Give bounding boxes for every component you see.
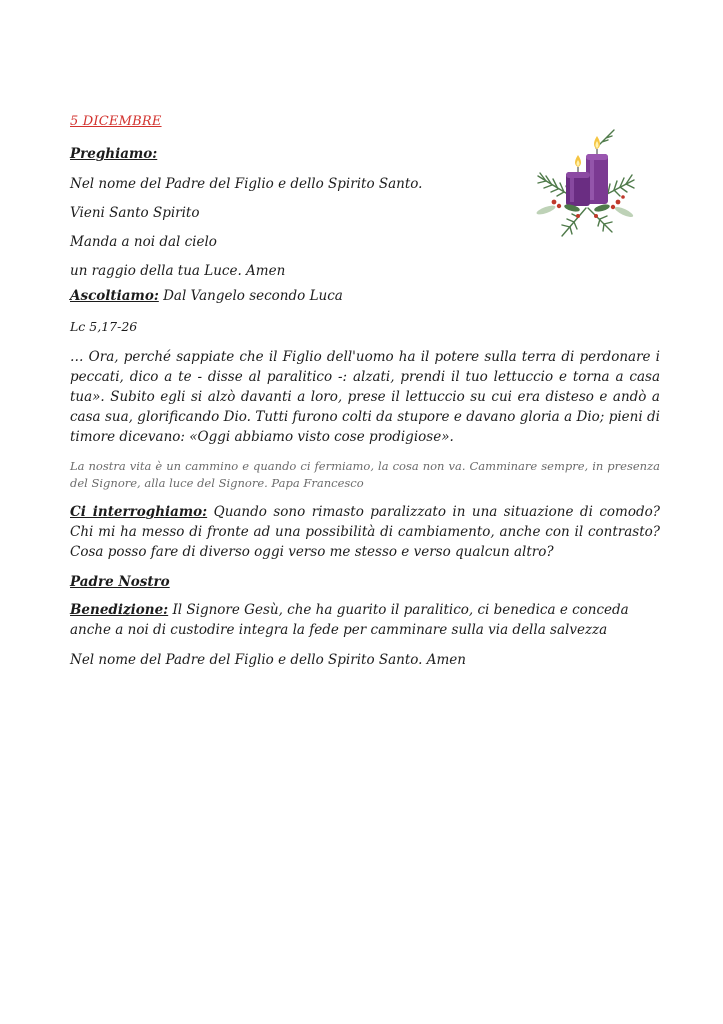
date-heading: 5 DICEMBRE	[70, 114, 162, 129]
blessing-heading: Benedizione:	[70, 602, 169, 618]
listen-heading: Ascoltiamo:	[70, 288, 159, 304]
pray-line-3: Manda a noi dal cielo	[70, 234, 217, 250]
reflection-paragraph	[70, 502, 660, 562]
gospel-reference: Lc 5,17-26	[70, 319, 138, 334]
reflection-heading: Ci interroghiamo:	[70, 504, 208, 520]
pray-heading-label: Preghiamo:	[70, 146, 158, 162]
blessing-text: Il Signore Gesù, che ha guarito il paralitico, ci benedica e conceda anche a noi di custodire integra la fede per camminare sulla via della salvezza	[70, 602, 629, 638]
advent-candles-icon	[526, 128, 642, 240]
pray-heading	[70, 145, 157, 163]
listen-text: Dal Vangelo secondo Luca	[158, 288, 343, 304]
gospel-passage: … Ora, perché sappiate che il Figlio dell'uomo ha il potere sulla terra di perdonare i peccati, dico a te - disse al paralitico -: alzati, prendi il tuo lettuccio e torna a casa tua». Subito egli si alzò davanti a loro, prese il lettuccio su cui era disteso e andò a casa sua, glorificando Dio. Tutti furono colti da stupore e davano gloria a Dio; pieni di timore dicevano: «Oggi abbiamo visto cose prodigiose».	[70, 349, 660, 445]
pray-line-4: un raggio della tua Luce. Amen	[70, 263, 286, 279]
pray-line-1: Nel nome del Padre del Figlio e dello Spirito Santo.	[70, 176, 423, 192]
pray-line-2: Vieni Santo Spirito	[70, 205, 200, 221]
listen-line	[70, 287, 343, 305]
reflection-text: Quando sono rimasto paralizzato in una situazione di comodo? Chi mi ha messo di fronte ad una possibilità di cambiamento, anche con il contrasto? Cosa posso fare di diverso oggi verso me stesso e verso qualcun altro?	[70, 504, 660, 560]
blessing-paragraph	[70, 600, 660, 640]
ourfather-line	[70, 573, 170, 591]
pope-quote: La nostra vita è un cammino e quando ci fermiamo, la cosa non va. Camminare sempre, in presenza del Signore, alla luce del Signore. Papa Francesco	[70, 459, 660, 490]
closing-line: Nel nome del Padre del Figlio e dello Spirito Santo. Amen	[70, 652, 466, 668]
ourfather-heading: Padre Nostro	[70, 574, 170, 590]
